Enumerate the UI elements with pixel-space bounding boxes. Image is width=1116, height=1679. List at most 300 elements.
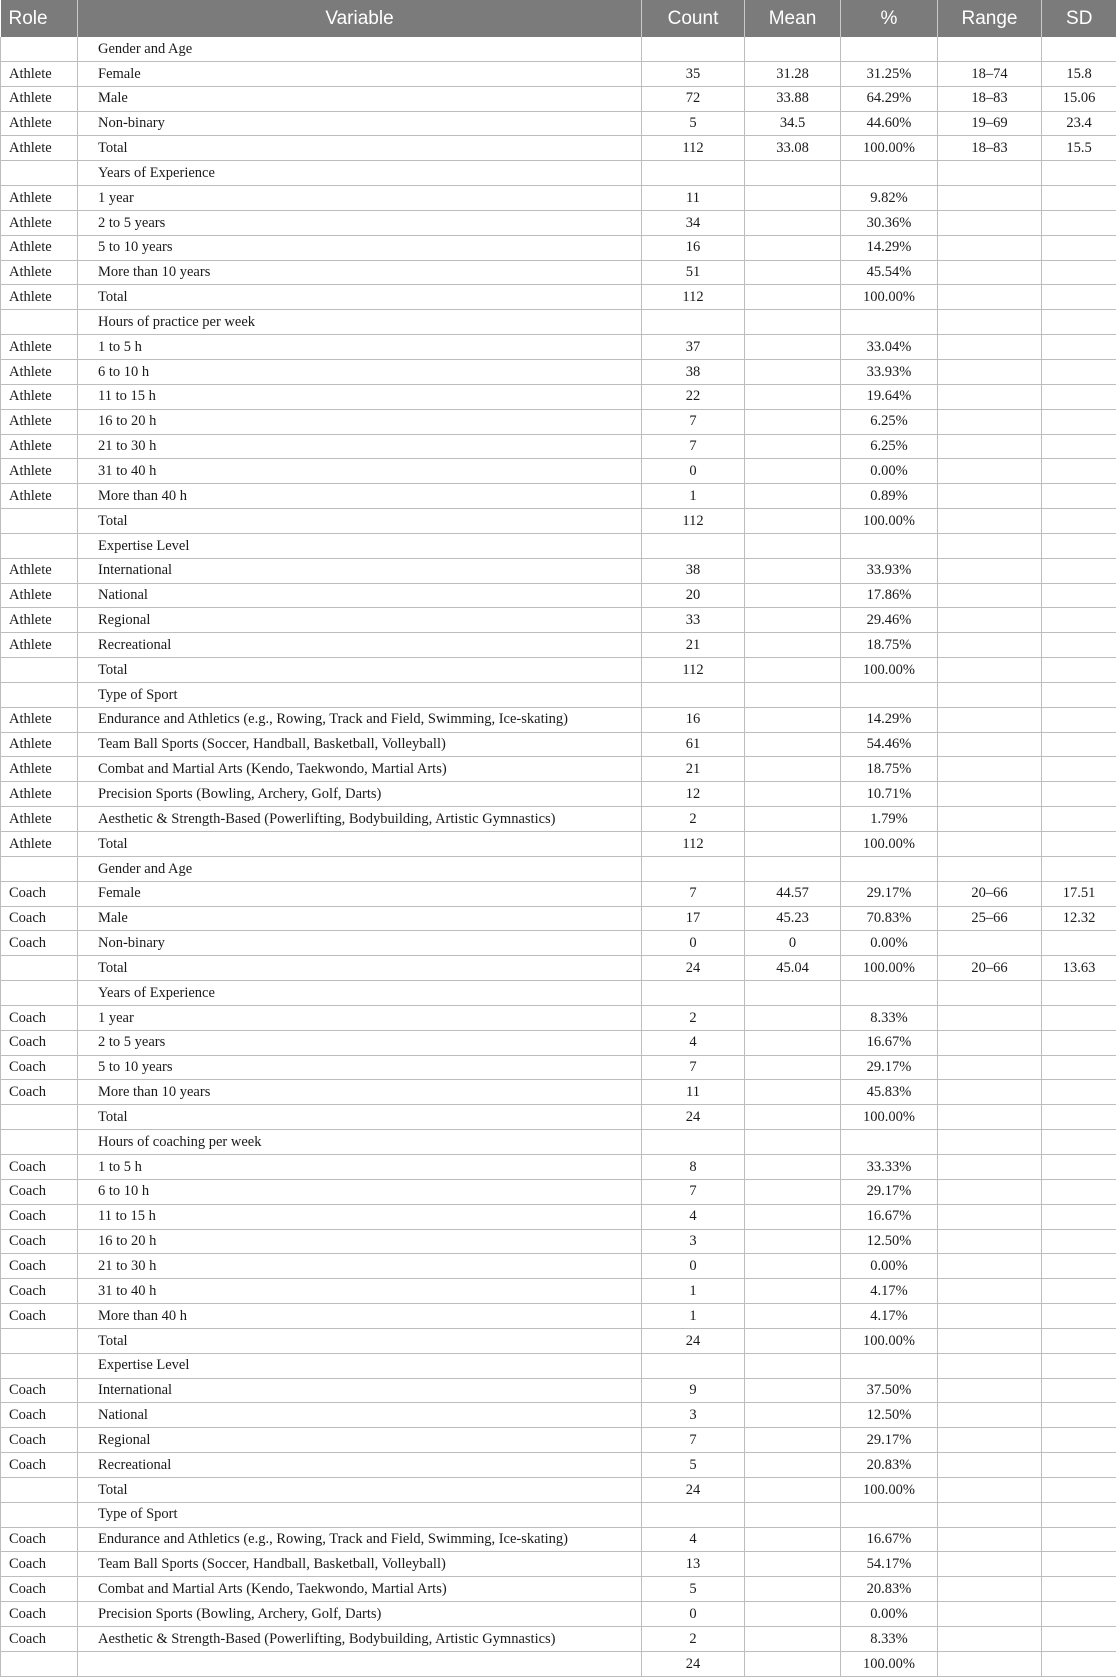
cell-variable: 2 to 5 years <box>78 210 642 235</box>
cell-sd <box>1042 509 1116 534</box>
cell-mean <box>745 1403 841 1428</box>
table-row <box>1 558 1116 583</box>
cell-percent: 33.93% <box>841 359 938 384</box>
cell-range <box>938 832 1042 857</box>
cell-mean <box>745 1055 841 1080</box>
cell-role: Coach <box>1 1403 78 1428</box>
table-row <box>1 1055 1116 1080</box>
cell-percent: 12.50% <box>841 1229 938 1254</box>
cell-count: 0 <box>642 1602 745 1627</box>
cell-role: Coach <box>1 1304 78 1329</box>
cell-role: Athlete <box>1 583 78 608</box>
table-row <box>1 310 1116 335</box>
cell-role: Coach <box>1 1552 78 1577</box>
cell-role: Coach <box>1 881 78 906</box>
cell-role <box>1 310 78 335</box>
column-header-role: Role <box>1 0 78 37</box>
cell-role: Coach <box>1 1577 78 1602</box>
cell-range <box>938 807 1042 832</box>
cell-count: 21 <box>642 757 745 782</box>
cell-percent: 100.00% <box>841 1328 938 1353</box>
cell-sd <box>1042 335 1116 360</box>
cell-sd <box>1042 235 1116 260</box>
cell-range <box>938 1279 1042 1304</box>
cell-sd <box>1042 1453 1116 1478</box>
cell-variable: 16 to 20 h <box>78 409 642 434</box>
cell-mean <box>745 509 841 534</box>
cell-variable: Total <box>78 509 642 534</box>
cell-variable: Recreational <box>78 1453 642 1478</box>
cell-count: 1 <box>642 484 745 509</box>
cell-variable: Non-binary <box>78 111 642 136</box>
cell-role: Athlete <box>1 235 78 260</box>
cell-range <box>938 583 1042 608</box>
cell-sd <box>1042 1378 1116 1403</box>
cell-count <box>642 682 745 707</box>
cell-variable: More than 10 years <box>78 1080 642 1105</box>
cell-count: 2 <box>642 1005 745 1030</box>
cell-count: 112 <box>642 832 745 857</box>
cell-range: 18–74 <box>938 61 1042 86</box>
cell-mean: 33.08 <box>745 136 841 161</box>
cell-role: Athlete <box>1 210 78 235</box>
cell-percent: 100.00% <box>841 1651 938 1676</box>
cell-mean <box>745 459 841 484</box>
table-row <box>1 186 1116 211</box>
table-row <box>1 409 1116 434</box>
cell-percent: 0.00% <box>841 1602 938 1627</box>
column-header-range: Range <box>938 0 1042 37</box>
cell-percent: 16.67% <box>841 1527 938 1552</box>
cell-sd <box>1042 484 1116 509</box>
cell-range <box>938 1353 1042 1378</box>
table-row <box>1 1477 1116 1502</box>
cell-variable: Combat and Martial Arts (Kendo, Taekwondo, Martial Arts) <box>78 757 642 782</box>
cell-count: 112 <box>642 285 745 310</box>
cell-role: Athlete <box>1 335 78 360</box>
cell-range <box>938 707 1042 732</box>
cell-sd <box>1042 832 1116 857</box>
cell-mean <box>745 1030 841 1055</box>
cell-role <box>1 1105 78 1130</box>
cell-role: Athlete <box>1 260 78 285</box>
cell-range <box>938 459 1042 484</box>
cell-range: 25–66 <box>938 906 1042 931</box>
cell-sd <box>1042 1304 1116 1329</box>
cell-role: Athlete <box>1 707 78 732</box>
table-row <box>1 881 1116 906</box>
cell-sd <box>1042 210 1116 235</box>
cell-mean <box>745 285 841 310</box>
cell-range <box>938 186 1042 211</box>
cell-count: 8 <box>642 1154 745 1179</box>
cell-count: 4 <box>642 1030 745 1055</box>
cell-role: Athlete <box>1 409 78 434</box>
cell-percent <box>841 161 938 186</box>
cell-count <box>642 310 745 335</box>
cell-percent: 9.82% <box>841 186 938 211</box>
cell-variable: 1 to 5 h <box>78 335 642 360</box>
cell-range <box>938 658 1042 683</box>
cell-count <box>642 1502 745 1527</box>
cell-role: Coach <box>1 1030 78 1055</box>
cell-variable: 16 to 20 h <box>78 1229 642 1254</box>
cell-percent <box>841 1353 938 1378</box>
cell-role: Coach <box>1 1179 78 1204</box>
cell-mean <box>745 1651 841 1676</box>
cell-variable: Regional <box>78 608 642 633</box>
table-row <box>1 583 1116 608</box>
cell-variable: Hours of coaching per week <box>78 1130 642 1155</box>
cell-count: 3 <box>642 1403 745 1428</box>
cell-percent: 29.17% <box>841 1428 938 1453</box>
cell-range <box>938 1328 1042 1353</box>
cell-sd <box>1042 1403 1116 1428</box>
cell-mean <box>745 981 841 1006</box>
cell-role: Coach <box>1 1378 78 1403</box>
cell-mean <box>745 757 841 782</box>
cell-range <box>938 1080 1042 1105</box>
cell-sd <box>1042 310 1116 335</box>
cell-percent: 54.17% <box>841 1552 938 1577</box>
cell-count <box>642 981 745 1006</box>
cell-mean: 45.04 <box>745 956 841 981</box>
cell-sd: 15.8 <box>1042 61 1116 86</box>
cell-sd <box>1042 186 1116 211</box>
cell-count: 16 <box>642 707 745 732</box>
column-header-variable: Variable <box>78 0 642 37</box>
cell-mean <box>745 782 841 807</box>
cell-sd: 17.51 <box>1042 881 1116 906</box>
cell-variable: 1 year <box>78 1005 642 1030</box>
table-row <box>1 210 1116 235</box>
cell-count: 35 <box>642 61 745 86</box>
cell-percent: 45.54% <box>841 260 938 285</box>
cell-range: 19–69 <box>938 111 1042 136</box>
cell-mean: 0 <box>745 931 841 956</box>
cell-count: 11 <box>642 1080 745 1105</box>
cell-variable: Total <box>78 956 642 981</box>
table-row <box>1 782 1116 807</box>
cell-role <box>1 1130 78 1155</box>
cell-variable: Total <box>78 1477 642 1502</box>
cell-range <box>938 1651 1042 1676</box>
table-row <box>1 1254 1116 1279</box>
table-row <box>1 260 1116 285</box>
cell-variable: Precision Sports (Bowling, Archery, Golf, Darts) <box>78 782 642 807</box>
cell-percent: 8.33% <box>841 1005 938 1030</box>
cell-range <box>938 1005 1042 1030</box>
cell-sd <box>1042 384 1116 409</box>
cell-mean <box>745 1229 841 1254</box>
cell-count <box>642 161 745 186</box>
cell-sd <box>1042 931 1116 956</box>
table-row <box>1 956 1116 981</box>
cell-mean <box>745 1105 841 1130</box>
cell-sd <box>1042 707 1116 732</box>
cell-variable: International <box>78 1378 642 1403</box>
cell-variable: Endurance and Athletics (e.g., Rowing, Track and Field, Swimming, Ice-skating) <box>78 707 642 732</box>
cell-mean: 33.88 <box>745 86 841 111</box>
cell-sd <box>1042 409 1116 434</box>
cell-mean <box>745 1204 841 1229</box>
cell-percent: 0.00% <box>841 1254 938 1279</box>
cell-variable: More than 10 years <box>78 260 642 285</box>
cell-range: 18–83 <box>938 86 1042 111</box>
cell-variable: Regional <box>78 1428 642 1453</box>
cell-percent: 30.36% <box>841 210 938 235</box>
table-row <box>1 111 1116 136</box>
cell-mean <box>745 484 841 509</box>
cell-sd <box>1042 1477 1116 1502</box>
table-row <box>1 1304 1116 1329</box>
table-row <box>1 1105 1116 1130</box>
cell-percent: 100.00% <box>841 658 938 683</box>
table-row <box>1 1627 1116 1652</box>
cell-role: Coach <box>1 1279 78 1304</box>
table-row <box>1 1328 1116 1353</box>
cell-range <box>938 335 1042 360</box>
cell-percent: 70.83% <box>841 906 938 931</box>
cell-role <box>1 856 78 881</box>
cell-sd <box>1042 1577 1116 1602</box>
cell-sd <box>1042 682 1116 707</box>
cell-variable: Team Ball Sports (Soccer, Handball, Basketball, Volleyball) <box>78 732 642 757</box>
table-row <box>1 1229 1116 1254</box>
cell-percent: 20.83% <box>841 1453 938 1478</box>
cell-count: 7 <box>642 434 745 459</box>
cell-variable: 6 to 10 h <box>78 1179 642 1204</box>
cell-percent: 0.89% <box>841 484 938 509</box>
cell-role <box>1 658 78 683</box>
cell-percent: 33.04% <box>841 335 938 360</box>
cell-variable: Type of Sport <box>78 1502 642 1527</box>
table-row <box>1 61 1116 86</box>
cell-range <box>938 1030 1042 1055</box>
table-row <box>1 658 1116 683</box>
cell-variable <box>78 1651 642 1676</box>
cell-range <box>938 1627 1042 1652</box>
cell-variable: Type of Sport <box>78 682 642 707</box>
cell-percent: 19.64% <box>841 384 938 409</box>
cell-sd <box>1042 583 1116 608</box>
cell-count: 37 <box>642 335 745 360</box>
cell-percent: 29.17% <box>841 1179 938 1204</box>
cell-role: Athlete <box>1 484 78 509</box>
cell-sd: 23.4 <box>1042 111 1116 136</box>
cell-count: 11 <box>642 186 745 211</box>
cell-variable: Recreational <box>78 633 642 658</box>
cell-variable: Years of Experience <box>78 161 642 186</box>
cell-range <box>938 210 1042 235</box>
cell-role <box>1 1353 78 1378</box>
cell-variable: 1 year <box>78 186 642 211</box>
cell-role: Coach <box>1 1055 78 1080</box>
cell-sd <box>1042 658 1116 683</box>
cell-mean <box>745 1279 841 1304</box>
cell-role <box>1 509 78 534</box>
cell-range <box>938 1378 1042 1403</box>
cell-sd: 13.63 <box>1042 956 1116 981</box>
cell-mean <box>745 1477 841 1502</box>
cell-range <box>938 285 1042 310</box>
cell-variable: 11 to 15 h <box>78 384 642 409</box>
cell-range <box>938 434 1042 459</box>
cell-range <box>938 260 1042 285</box>
cell-variable: Endurance and Athletics (e.g., Rowing, Track and Field, Swimming, Ice-skating) <box>78 1527 642 1552</box>
cell-variable: 5 to 10 years <box>78 1055 642 1080</box>
cell-mean <box>745 1005 841 1030</box>
cell-sd <box>1042 1353 1116 1378</box>
cell-sd: 15.5 <box>1042 136 1116 161</box>
cell-sd <box>1042 533 1116 558</box>
table-row <box>1 1602 1116 1627</box>
cell-variable: 31 to 40 h <box>78 1279 642 1304</box>
table-row <box>1 682 1116 707</box>
cell-mean <box>745 359 841 384</box>
table-row <box>1 1453 1116 1478</box>
cell-role: Athlete <box>1 807 78 832</box>
cell-variable: Team Ball Sports (Soccer, Handball, Basketball, Volleyball) <box>78 1552 642 1577</box>
cell-mean <box>745 608 841 633</box>
cell-percent: 64.29% <box>841 86 938 111</box>
cell-sd <box>1042 856 1116 881</box>
cell-count: 4 <box>642 1527 745 1552</box>
cell-variable: Male <box>78 86 642 111</box>
cell-role: Athlete <box>1 732 78 757</box>
cell-mean <box>745 1154 841 1179</box>
cell-sd <box>1042 1651 1116 1676</box>
cell-variable: 21 to 30 h <box>78 1254 642 1279</box>
cell-sd <box>1042 757 1116 782</box>
cell-percent: 16.67% <box>841 1204 938 1229</box>
cell-percent: 6.25% <box>841 434 938 459</box>
cell-mean <box>745 1577 841 1602</box>
cell-range <box>938 1055 1042 1080</box>
cell-range: 18–83 <box>938 136 1042 161</box>
cell-percent <box>841 37 938 61</box>
cell-count: 0 <box>642 931 745 956</box>
cell-percent: 17.86% <box>841 583 938 608</box>
cell-role: Athlete <box>1 186 78 211</box>
table-row <box>1 335 1116 360</box>
cell-variable: 1 to 5 h <box>78 1154 642 1179</box>
cell-percent <box>841 981 938 1006</box>
cell-count: 7 <box>642 1179 745 1204</box>
cell-role: Coach <box>1 1229 78 1254</box>
cell-role: Athlete <box>1 285 78 310</box>
cell-percent: 4.17% <box>841 1279 938 1304</box>
cell-count: 0 <box>642 459 745 484</box>
cell-percent: 14.29% <box>841 235 938 260</box>
cell-range <box>938 484 1042 509</box>
cell-sd <box>1042 1552 1116 1577</box>
cell-sd <box>1042 1005 1116 1030</box>
cell-role: Coach <box>1 1453 78 1478</box>
cell-sd <box>1042 1055 1116 1080</box>
cell-role <box>1 1328 78 1353</box>
table-row <box>1 509 1116 534</box>
table-row <box>1 1403 1116 1428</box>
cell-mean <box>745 633 841 658</box>
cell-variable: International <box>78 558 642 583</box>
cell-count: 2 <box>642 807 745 832</box>
table-row <box>1 1353 1116 1378</box>
table-row <box>1 1130 1116 1155</box>
table-row <box>1 1527 1116 1552</box>
table-row <box>1 608 1116 633</box>
cell-mean <box>745 658 841 683</box>
cell-mean: 45.23 <box>745 906 841 931</box>
cell-variable: Hours of practice per week <box>78 310 642 335</box>
cell-count: 5 <box>642 1577 745 1602</box>
cell-variable: Total <box>78 136 642 161</box>
cell-count: 13 <box>642 1552 745 1577</box>
cell-range <box>938 409 1042 434</box>
cell-variable: National <box>78 1403 642 1428</box>
cell-range: 20–66 <box>938 956 1042 981</box>
column-header-count: Count <box>642 0 745 37</box>
cell-count: 7 <box>642 881 745 906</box>
column-header-percent: % <box>841 0 938 37</box>
cell-percent <box>841 856 938 881</box>
cell-range <box>938 1453 1042 1478</box>
cell-count: 24 <box>642 1328 745 1353</box>
cell-range <box>938 1577 1042 1602</box>
cell-sd <box>1042 37 1116 61</box>
cell-count: 7 <box>642 1428 745 1453</box>
cell-sd <box>1042 633 1116 658</box>
cell-variable: Total <box>78 1105 642 1130</box>
cell-percent: 37.50% <box>841 1378 938 1403</box>
cell-sd <box>1042 1080 1116 1105</box>
cell-mean <box>745 37 841 61</box>
cell-role: Athlete <box>1 832 78 857</box>
cell-count: 24 <box>642 1477 745 1502</box>
table-row <box>1 1005 1116 1030</box>
cell-sd <box>1042 1502 1116 1527</box>
cell-range <box>938 1477 1042 1502</box>
cell-mean <box>745 1552 841 1577</box>
cell-range <box>938 608 1042 633</box>
cell-range <box>938 856 1042 881</box>
table-row <box>1 1154 1116 1179</box>
cell-variable: 6 to 10 h <box>78 359 642 384</box>
cell-role: Athlete <box>1 111 78 136</box>
cell-mean <box>745 682 841 707</box>
cell-mean <box>745 335 841 360</box>
table-row <box>1 1080 1116 1105</box>
cell-range <box>938 1204 1042 1229</box>
cell-range <box>938 1502 1042 1527</box>
cell-role <box>1 682 78 707</box>
cell-percent: 10.71% <box>841 782 938 807</box>
cell-sd <box>1042 1254 1116 1279</box>
table-row <box>1 1428 1116 1453</box>
cell-variable: Aesthetic & Strength-Based (Powerlifting, Bodybuilding, Artistic Gymnastics) <box>78 1627 642 1652</box>
cell-percent: 6.25% <box>841 409 938 434</box>
table-row <box>1 757 1116 782</box>
cell-percent: 29.17% <box>841 881 938 906</box>
column-header-mean: Mean <box>745 0 841 37</box>
cell-percent: 33.93% <box>841 558 938 583</box>
cell-variable: More than 40 h <box>78 1304 642 1329</box>
cell-variable: Female <box>78 881 642 906</box>
cell-count: 34 <box>642 210 745 235</box>
cell-range <box>938 931 1042 956</box>
cell-percent: 100.00% <box>841 285 938 310</box>
cell-percent: 45.83% <box>841 1080 938 1105</box>
